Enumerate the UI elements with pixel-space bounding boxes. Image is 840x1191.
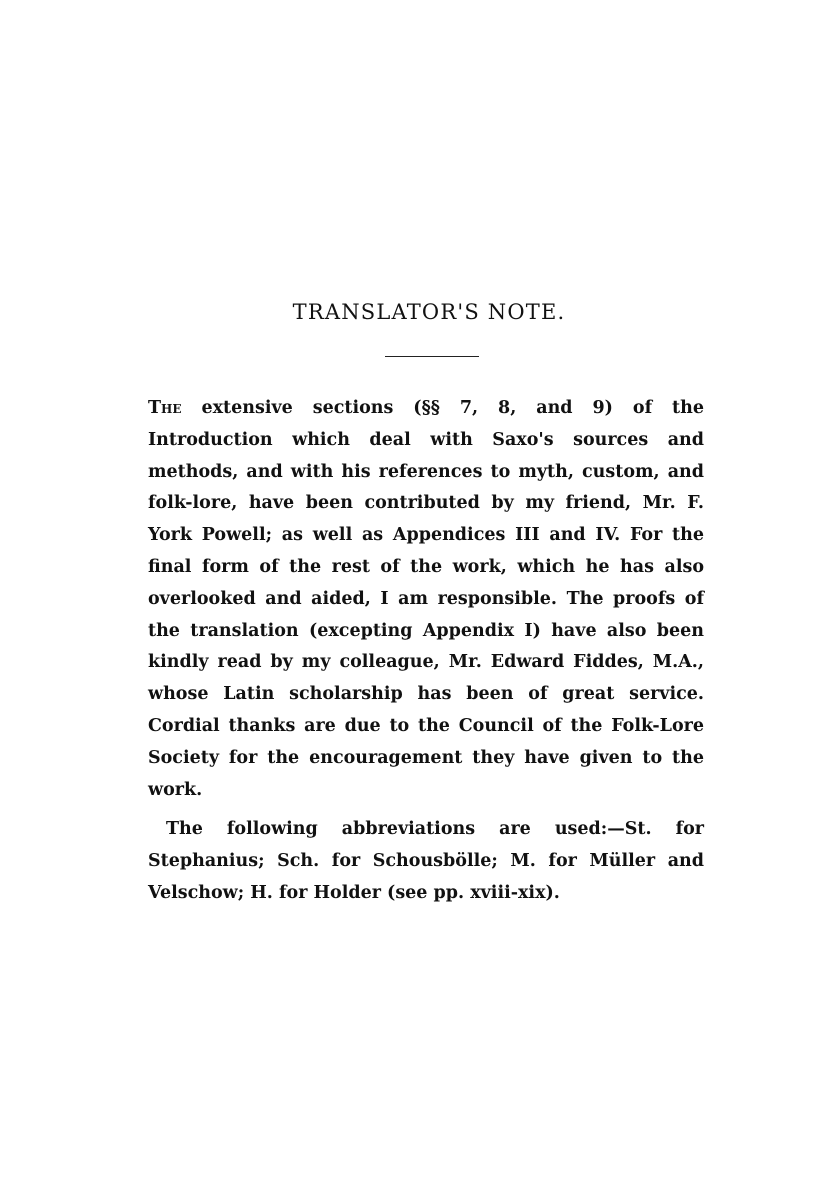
paragraph-2: The following abbreviations are used:—St. for Stephanius; Sch. for Schousbölle; M. for Müller and Velschow; H. for Holder (see pp. xviii-xix). [148, 819, 704, 903]
title-divider [385, 356, 479, 357]
note-body [148, 393, 704, 910]
page-title: TRANSLATOR'S NOTE. [292, 300, 566, 324]
paragraph-1-lead-word: The [148, 398, 182, 418]
paragraph-1 [148, 393, 704, 806]
paragraph-1-text: extensive sections (§§ 7, 8, and 9) of the Introduction which deal with Saxo's sources and methods, and with his references to myth, custom, and folk-lore, have been contributed by my friend, Mr. F. York Powell; as well as Appendices III and IV. For the final form of the rest of the work, which he has also overlooked and aided, I am responsible. The proofs of the translation (excepting Appendix I) have also been kindly read by my colleague, Mr. Edward Fiddes, M.A., whose Latin scholarship has been of great service. Cordial thanks are due to the Council of the Folk-Lore Society for the encouragement they have given to the work. [148, 398, 704, 800]
